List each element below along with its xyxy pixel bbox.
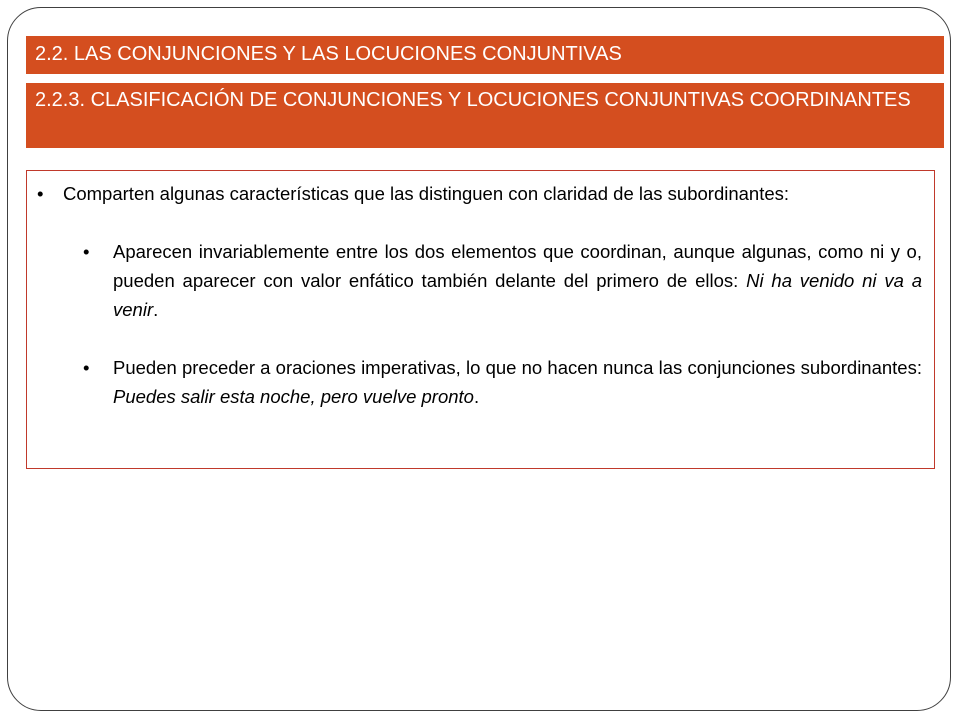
subsection-title xyxy=(26,83,944,148)
bullet-icon: • xyxy=(83,241,90,262)
section-title xyxy=(26,36,944,74)
example-text: Ni ha venido ni va a venir xyxy=(113,270,922,320)
list-item-text: Aparecen invariablemente entre los dos elementos que coordinan, aunque algunas, como ni y o, pueden aparecer con valor enfático también delante del primero de ellos: Ni ha venido ni va a venir. xyxy=(113,241,922,320)
subsection-title-text: 2.2.3. CLASIFICACIÓN DE CONJUNCIONES Y LOCUCIONES CONJUNTIVAS COORDINANTES xyxy=(35,89,911,111)
list-item xyxy=(83,237,922,324)
intro-bullet xyxy=(35,179,922,208)
intro-text: Comparten algunas características que las distinguen con claridad de las subordinantes: xyxy=(63,183,790,204)
content-box xyxy=(26,170,935,469)
bullet-icon: • xyxy=(83,357,90,378)
list-item xyxy=(83,353,922,411)
example-text: Puedes salir esta noche, pero vuelve pronto xyxy=(113,386,474,407)
bullet-icon: • xyxy=(37,183,44,204)
list-item-text: Pueden preceder a oraciones imperativas, lo que no hacen nunca las conjunciones subordinantes: Puedes salir esta noche, pero vuelve pronto. xyxy=(113,357,922,407)
section-title-text: 2.2. LAS CONJUNCIONES Y LAS LOCUCIONES CONJUNTIVAS xyxy=(35,43,622,65)
